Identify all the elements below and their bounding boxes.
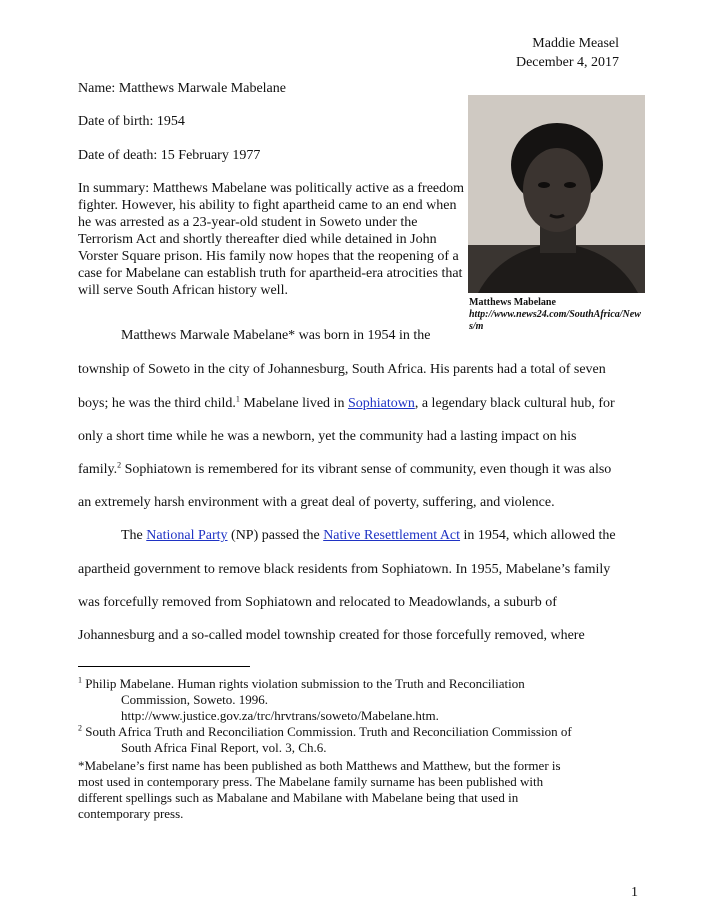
footnote-number: 1: [78, 675, 82, 685]
footnote-number: 2: [78, 723, 82, 733]
body-line: was forcefully removed from Sophiatown and relocated to Meadowlands, a suburb of: [78, 595, 557, 610]
author-name: Maddie Measel: [532, 36, 619, 51]
body-text: family.: [78, 462, 118, 477]
summary-paragraph: In summary: Matthews Mabelane was politically active as a freedom fighter. However, his ability to fight apartheid came to an end when he was arrested as a 23-year-old student in Soweto under the Terrorism Act and shortly thereafter died while detained in John Vorster Square prison. His family now hopes that the reopening of a case for Mabelane can establish truth for apartheid-era atrocities that will serve South African history well.: [78, 181, 465, 298]
footnote-text: Philip Mabelane. Human rights violation submission to the Truth and Reconciliation: [85, 676, 525, 691]
body-line: township of Soweto in the city of Johannesburg, South Africa. His parents had a total of seven: [78, 362, 606, 377]
star-note-line: *Mabelane’s first name has been published as both Matthews and Matthew, but the former is: [78, 758, 561, 773]
subject-name: Name: Matthews Marwale Mabelane: [78, 81, 286, 96]
star-note-line: different spellings such as Mabalane and Mabilane with Mabelane being that used in: [78, 790, 519, 805]
body-text: in 1954, which allowed the: [460, 528, 616, 543]
body-text: Sophiatown is remembered for its vibrant sense of community, even though it was also: [121, 462, 612, 477]
native-resettlement-act-link[interactable]: Native Resettlement Act: [323, 528, 461, 543]
portrait-photo: [468, 95, 645, 293]
date-of-birth: Date of birth: 1954: [78, 114, 185, 129]
photo-caption-title: Matthews Mabelane: [469, 297, 556, 308]
body-text: boys; he was the third child.: [78, 396, 236, 411]
body-line: Matthews Marwale Mabelane* was born in 1954 in the: [121, 328, 431, 343]
footnote-2: [78, 724, 572, 740]
national-party-link[interactable]: National Party: [146, 528, 228, 543]
body-text: , a legendary black cultural hub, for: [414, 396, 615, 411]
document-date: December 4, 2017: [515, 55, 619, 70]
body-text: (NP) passed the: [227, 528, 324, 543]
body-line: apartheid government to remove black residents from Sophiatown. In 1955, Mabelane’s family: [78, 562, 611, 577]
footnote-url: http://www.justice.gov.za/trc/hrvtrans/soweto/Mabelane.htm.: [121, 708, 439, 723]
date-of-death: Date of death: 15 February 1977: [78, 148, 261, 163]
footnote-text: Commission, Soweto. 1996.: [121, 692, 268, 707]
body-line: only a short time while he was a newborn, yet the community had a lasting impact on his: [78, 429, 577, 444]
document-header: [516, 34, 619, 72]
body-line: an extremely harsh environment with a great deal of poverty, suffering, and violence.: [78, 495, 555, 510]
footnote-text: South Africa Final Report, vol. 3, Ch.6.: [121, 740, 327, 755]
page-number: 1: [631, 885, 638, 900]
body-text: The: [121, 528, 147, 543]
body-line: [121, 527, 616, 545]
star-note-line: most used in contemporary press. The Mabelane family surname has been published with: [78, 774, 544, 789]
footnote-1: [78, 676, 525, 692]
photo-caption-url: http://www.news24.com/SouthAfrica/News/m: [469, 309, 641, 332]
body-text: Mabelane lived in: [239, 396, 348, 411]
body-line: [78, 395, 615, 413]
footnote-ref-2[interactable]: 2: [117, 460, 122, 470]
body-line: Johannesburg and a so-called model township created for those forcefully removed, where: [78, 628, 585, 643]
footnote-text: South Africa Truth and Reconciliation Commission. Truth and Reconciliation Commission of: [85, 724, 572, 739]
star-note-line: contemporary press.: [78, 806, 184, 821]
footnote-ref-1[interactable]: 1: [235, 394, 240, 404]
footnote-divider: [78, 666, 250, 667]
body-line: [78, 461, 611, 479]
sophiatown-link[interactable]: Sophiatown: [347, 396, 415, 411]
